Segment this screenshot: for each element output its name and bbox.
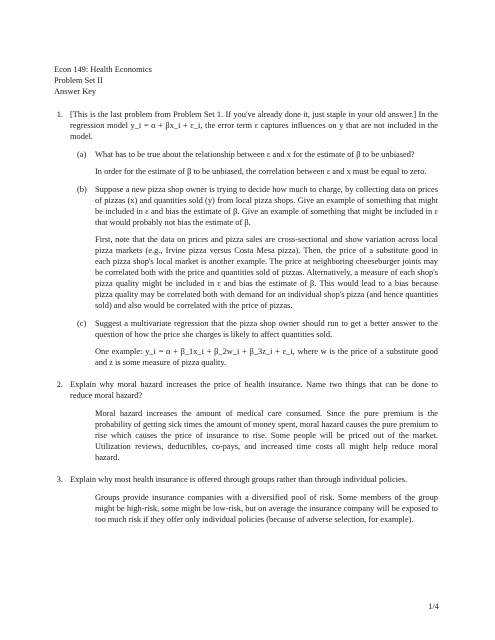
part-label: (a) bbox=[77, 150, 87, 159]
question-3 bbox=[54, 474, 438, 485]
part-answer: One example: y_i = α + β_1x_i + β_2w_i + β_3z_i + ε_i, where w is the price of a substitute good and z is some measure of pizza quality. bbox=[95, 347, 438, 367]
question-1c bbox=[77, 318, 438, 340]
question-2 bbox=[54, 379, 438, 401]
part-question: Suppose a new pizza shop owner is trying to decide how much to charge, by collecting data on prices of pizzas (x) and quantities sold (y) from local pizza shops. Give an example of something that might be included in ε and bias the estimate of β. Give an example of something that might be included in ε that would probably not bias the estimate of β. bbox=[95, 185, 438, 227]
part-question: Suggest a multivariate regression that the pizza shop owner should run to get a better answer to the question of how the price she charges is likely to affect quantities sold. bbox=[95, 319, 438, 339]
question-text: Explain why most health insurance is offered through groups rather than through individual policies. bbox=[70, 475, 408, 484]
question-1a bbox=[77, 149, 438, 160]
question-text: [This is the last problem from Problem Set 1. If you've already done it, just staple in your old answer.] In the regression model y_i = α + βx_i + ε_i, the error term ε captures influences on y that are not included in the model. bbox=[70, 110, 438, 141]
part-question: What has to be true about the relationship between ε and x for the estimate of β to be unbiased? bbox=[95, 150, 415, 159]
question-1b bbox=[77, 184, 438, 228]
course-title: Econ 149: Health Economics bbox=[54, 65, 152, 74]
part-answer: In order for the estimate of β to be unbiased, the correlation between ε and x must be equal to zero. bbox=[95, 167, 427, 176]
question-number: 1. bbox=[56, 110, 63, 119]
part-label: (b) bbox=[77, 185, 87, 194]
question-text: Explain why moral hazard increases the price of health insurance. Name two things that can be done to reduce moral hazard? bbox=[70, 380, 438, 400]
document-body bbox=[54, 64, 438, 525]
part-label: (c) bbox=[77, 319, 87, 328]
question-number: 2. bbox=[56, 380, 63, 389]
question-1 bbox=[54, 109, 438, 142]
question-answer: Groups provide insurance companies with a diversified pool of risk. Some members of the group might be high-risk, some might be low-risk, but on average the insurance company will be exposed to too much risk if they offer only individual policies (because of adverse selection, for example). bbox=[95, 493, 438, 524]
document-type: Answer Key bbox=[54, 87, 97, 96]
problem-set-title: Problem Set II bbox=[54, 76, 103, 85]
question-number: 3. bbox=[56, 475, 63, 484]
question-answer: Moral hazard increases the amount of medical care consumed. Since the pure premium is the probability of getting sick times the amount of money spent, moral hazard causes the pure premium to rise which causes the price of insurance to rise. Some people will be priced out of the market. Utilization reviews, deductibles, co-pays, and increased time costs all might help reduce moral hazard. bbox=[95, 409, 438, 462]
page-number: 1/4 bbox=[428, 602, 439, 611]
part-answer: First, note that the data on prices and pizza sales are cross-sectional and show variation across local pizza markets (e.g., Irvine pizza versus Costa Mesa pizza). Then, the price of a substitute good in each pizza shop's local market is another example. The price at neighboring cheeseburger joints may be correlated both with the price and quantities sold of pizzas. Alternatively, a measure of each shop's pizza quality might be included in ε and bias the estimate of β. This would lead to a bias because pizza quality may be correlated both with demand for an individual shop's pizza (and hence quantities sold) and also would be correlated with the price of pizzas. bbox=[95, 235, 438, 310]
document-header bbox=[54, 64, 438, 97]
